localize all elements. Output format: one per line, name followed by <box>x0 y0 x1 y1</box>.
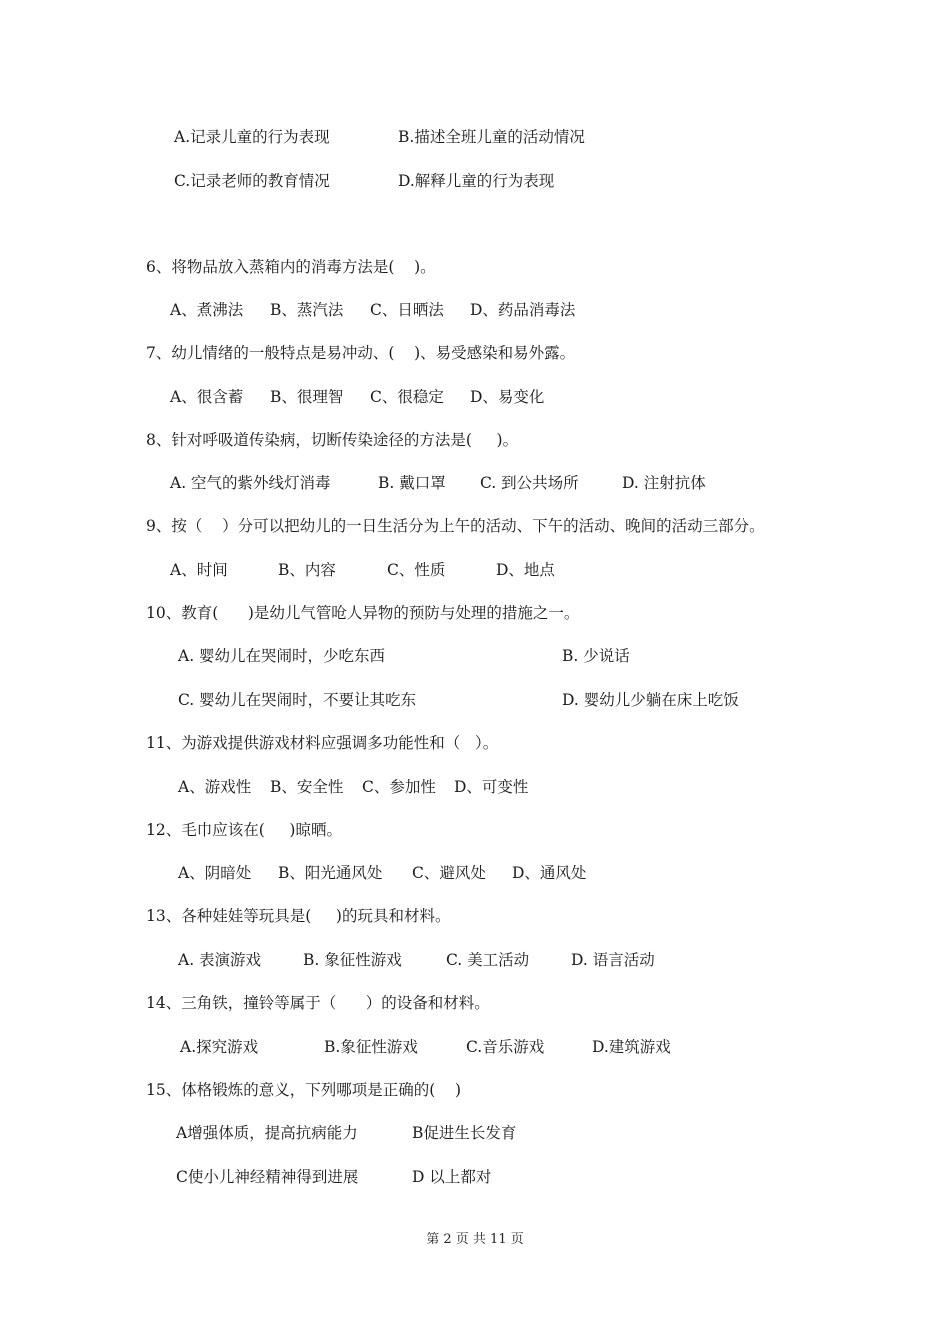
option-a: A、煮沸法 <box>170 301 244 319</box>
option-c: C使小儿神经精神得到进展 <box>176 1168 359 1186</box>
option-a: A、游戏性 <box>178 778 252 796</box>
option-a: A、很含蓄 <box>170 388 244 406</box>
question-stem: 8、针对呼吸道传染病，切断传染途径的方法是( )。 <box>146 431 519 449</box>
option-row <box>0 386 545 408</box>
option-row <box>0 1036 671 1058</box>
option-row <box>0 949 655 971</box>
option-row <box>0 645 630 667</box>
page-number-footer: 第 2 页 共 11 页 <box>426 1232 524 1247</box>
option-d: D、易变化 <box>470 388 545 406</box>
option-a: A. 表演游戏 <box>178 951 262 969</box>
option-b: B.象征性游戏 <box>324 1038 418 1056</box>
question-stem: 6、将物品放入蒸箱内的消毒方法是( )。 <box>146 258 436 276</box>
option-d: D. 语言活动 <box>571 951 655 969</box>
option-row <box>0 689 739 711</box>
option-c: C、很稳定 <box>370 388 444 406</box>
option-row <box>0 299 576 321</box>
option-c: C、参加性 <box>362 778 436 796</box>
option-b: B、阳光通风处 <box>278 864 383 882</box>
option-b: B促进生长发育 <box>412 1124 517 1142</box>
question-stem: 11、为游戏提供游戏材料应强调多功能性和（ ）。 <box>146 734 499 752</box>
option-b: B、内容 <box>278 561 336 579</box>
option-c: C.记录老师的教育情况 <box>174 172 330 190</box>
option-row <box>0 776 529 798</box>
option-b: B.描述全班儿童的活动情况 <box>398 128 585 146</box>
question-stem: 13、各种娃娃等玩具是( )的玩具和材料。 <box>146 907 451 925</box>
option-c: C. 美工活动 <box>446 951 530 969</box>
option-a: A. 空气的紫外线灯消毒 <box>170 474 331 492</box>
option-d: D.建筑游戏 <box>592 1038 671 1056</box>
question-stem: 7、幼儿情绪的一般特点是易冲动、( )、易受感染和易外露。 <box>146 344 576 362</box>
option-c: C. 到公共场所 <box>480 474 579 492</box>
option-d: D、通风处 <box>512 864 587 882</box>
option-b: B. 少说话 <box>562 647 630 665</box>
option-row <box>0 170 555 192</box>
option-c: C、性质 <box>387 561 446 579</box>
option-d: D. 注射抗体 <box>622 474 706 492</box>
option-b: B、安全性 <box>270 778 344 796</box>
option-row <box>0 559 555 581</box>
option-a: A. 婴幼儿在哭闹时，少吃东西 <box>178 647 386 665</box>
question-stem: 9、按（ ）分可以把幼儿的一日生活分为上午的活动、下午的活动、晚间的活动三部分。 <box>146 517 765 535</box>
option-row <box>0 862 587 884</box>
option-a: A增强体质，提高抗病能力 <box>176 1124 358 1142</box>
question-stem: 15、体格锻炼的意义，下列哪项是正确的( ) <box>146 1081 462 1099</box>
option-row <box>0 1122 517 1144</box>
option-d: D、地点 <box>496 561 555 579</box>
option-d: D. 婴幼儿少躺在床上吃饭 <box>562 691 739 709</box>
question-stem: 10、教育( )是幼儿气管呛人异物的预防与处理的措施之一。 <box>146 604 580 622</box>
option-c: C、避风处 <box>412 864 486 882</box>
option-a: A、时间 <box>170 561 228 579</box>
question-stem: 14、三角铁，撞铃等属于（ ）的设备和材料。 <box>146 994 490 1012</box>
option-d: D.解释儿童的行为表现 <box>398 172 555 190</box>
option-b: B. 戴口罩 <box>378 474 446 492</box>
option-d: D 以上都对 <box>412 1168 492 1186</box>
option-b: B. 象征性游戏 <box>303 951 402 969</box>
option-c: C. 婴幼儿在哭闹时，不要让其吃东 <box>178 691 417 709</box>
option-b: B、蒸汽法 <box>270 301 344 319</box>
option-c: C.音乐游戏 <box>466 1038 545 1056</box>
option-d: D、可变性 <box>454 778 529 796</box>
option-a: A.探究游戏 <box>180 1038 259 1056</box>
option-a: A.记录儿童的行为表现 <box>174 128 330 146</box>
option-d: D、药品消毒法 <box>470 301 576 319</box>
question-stem: 12、毛巾应该在( )晾晒。 <box>146 821 342 839</box>
option-row <box>0 472 706 494</box>
option-row <box>0 126 585 148</box>
option-a: A、阴暗处 <box>178 864 252 882</box>
option-b: B、很理智 <box>270 388 344 406</box>
option-c: C、日晒法 <box>370 301 444 319</box>
option-row <box>0 1166 492 1188</box>
